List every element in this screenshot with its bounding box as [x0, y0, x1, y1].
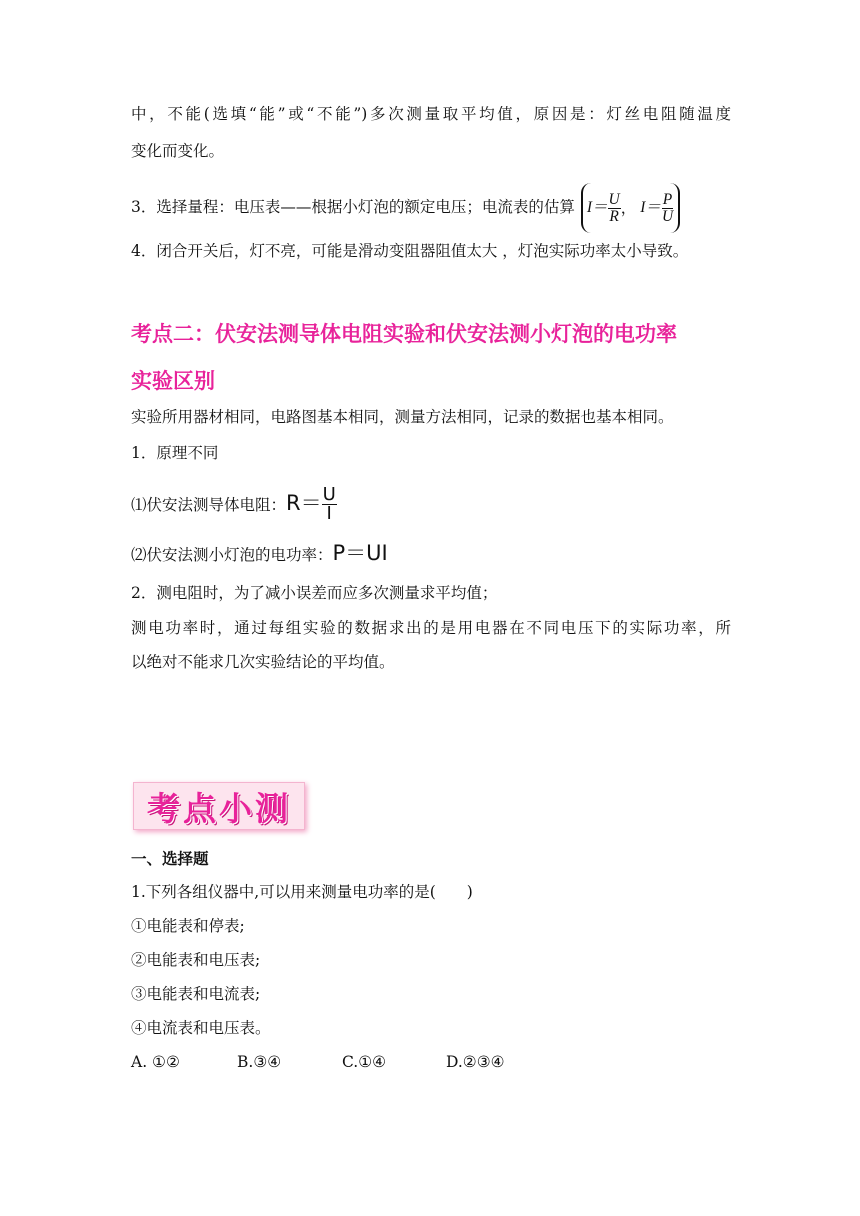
sub-point-1: ⑴伏安法测导体电阻：R＝ $\frac{U}{I}$: [131, 483, 336, 524]
formula-current-power: I＝ $\frac{P}{U}$: [640, 191, 674, 225]
point-1: 1．原理不同: [131, 444, 219, 462]
formula-power: P＝UI: [332, 541, 388, 565]
choice-b: B.③④: [237, 1053, 282, 1071]
choice-c: C.①④: [342, 1053, 387, 1071]
section-heading-cont: 实验区别: [131, 369, 215, 393]
item-4: 4．闭合开关后，灯不亮，可能是滑动变阻器阻值太大 ，灯泡实际功率太小导致。: [131, 242, 689, 260]
section-heading: 考点二：伏安法测导体电阻实验和伏安法测小灯泡的电功率: [131, 322, 677, 346]
option-2: ②电能表和电压表;: [131, 951, 261, 969]
section-intro: 实验所用器材相同，电路图基本相同，测量方法相同，记录的数据也基本相同。: [131, 408, 674, 426]
point-2-line2: 测电功率时，通过每组实验的数据求出的是用电器在不同电压下的实际功率，所: [131, 619, 731, 637]
item-3: [131, 178, 680, 236]
choice-d: D.②③④: [446, 1053, 505, 1071]
formula-resistance: R＝ $\frac{U}{I}$: [286, 483, 336, 524]
item-3-text: 3．选择量程：电压表——根据小灯泡的额定电压；电流表的估算: [131, 198, 575, 216]
choice-a: A. ①②: [131, 1053, 180, 1071]
option-4: ④电流表和电压表。: [131, 1019, 271, 1037]
option-1: ①电能表和停表;: [131, 917, 245, 935]
quiz-question: 1.下列各组仪器中,可以用来测量电功率的是( ): [131, 883, 473, 901]
formula-current-voltage: I＝ $\frac{U}{R}$: [586, 191, 620, 225]
sub-point-2: ⑵伏安法测小灯泡的电功率：P＝UI: [131, 541, 388, 565]
point-2: 2．测电阻时，为了减小误差而应多次测量求平均值；: [131, 584, 498, 602]
quiz-section-title: 一、选择题: [131, 849, 209, 868]
quiz-badge: 考点小测: [133, 782, 305, 830]
point-2-line3: 以绝对不能求几次实验结论的平均值。: [131, 653, 395, 671]
paragraph-line: 变化而变化。: [131, 142, 225, 160]
formula-bracket: [581, 183, 680, 233]
option-3: ③电能表和电流表;: [131, 985, 261, 1003]
formula-separator: ，: [620, 199, 637, 217]
paragraph-line: 中，不能(选填“能”或“不能”)多次测量取平均值，原因是：灯丝电阻随温度: [131, 105, 731, 123]
